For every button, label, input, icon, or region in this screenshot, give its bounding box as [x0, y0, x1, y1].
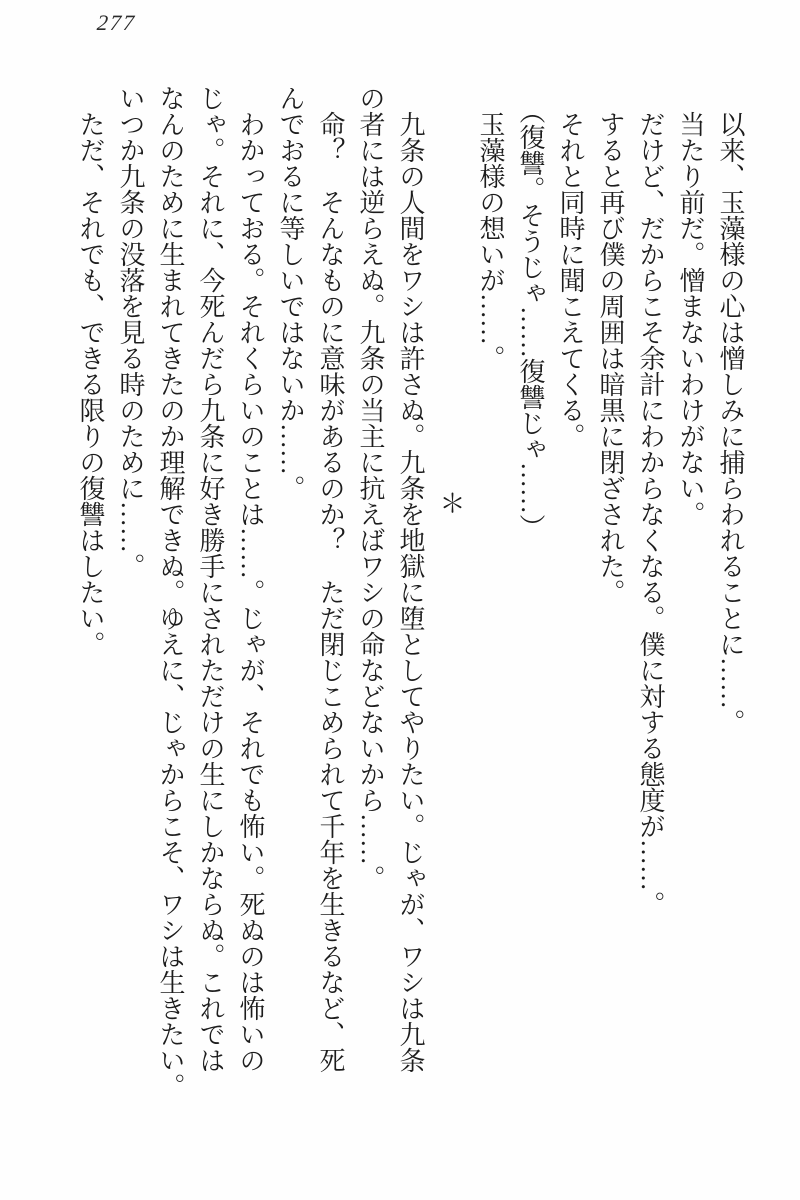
- text-line: の者には逆らえぬ。九条の当主に抗えばワシの命などないから……。: [356, 85, 385, 891]
- text-line: 九条の人間をワシは許さぬ。九条を地獄に堕としてやりたい。じゃが、ワシは九条: [396, 85, 425, 1073]
- text-line: 以来、玉藻様の心は憎しみに捕らわれることに……。: [716, 85, 745, 735]
- page-number: 277: [96, 10, 137, 35]
- text-line: じゃ。それに、今死んだら九条に好き勝手にされただけの生にしかならぬ。これでは: [196, 85, 225, 1073]
- text-line: わかっておる。それくらいのことは……。じゃが、それでも怖い。死ぬのは怖いの: [236, 85, 265, 1073]
- text-line: それと同時に聞こえてくる。: [556, 85, 585, 449]
- text-line: 当たり前だ。憎まないわけがない。: [676, 85, 705, 527]
- text-line: だけど、だからこそ余計にわからなくなる。僕に対する態度が……。: [636, 85, 665, 917]
- section-separator: ＊: [436, 490, 465, 516]
- text-line: んでおるに等しいではないか……。: [276, 85, 305, 501]
- text-line: 命？ そんなものに意味があるのか？ ただ閉じこめられて千年を生きるなど、死: [316, 85, 345, 1073]
- text-line: ただ、それでも、できる限りの復讐はしたい。: [76, 85, 105, 657]
- text-line: なんのために生まれてきたのか理解できぬ。ゆえに、じゃからこそ、ワシは生きたい。: [156, 85, 185, 1099]
- text-line: いつか九条の没落を見る時のために……。: [116, 85, 145, 579]
- text-line: （復讐。そうじゃ……復讐じゃ……）: [516, 85, 545, 540]
- text-line: 玉藻様の想いが……。: [476, 85, 505, 371]
- vertical-text-block: [70, 85, 750, 1115]
- text-line: すると再び僕の周囲は暗黒に閉ざされた。: [596, 85, 625, 605]
